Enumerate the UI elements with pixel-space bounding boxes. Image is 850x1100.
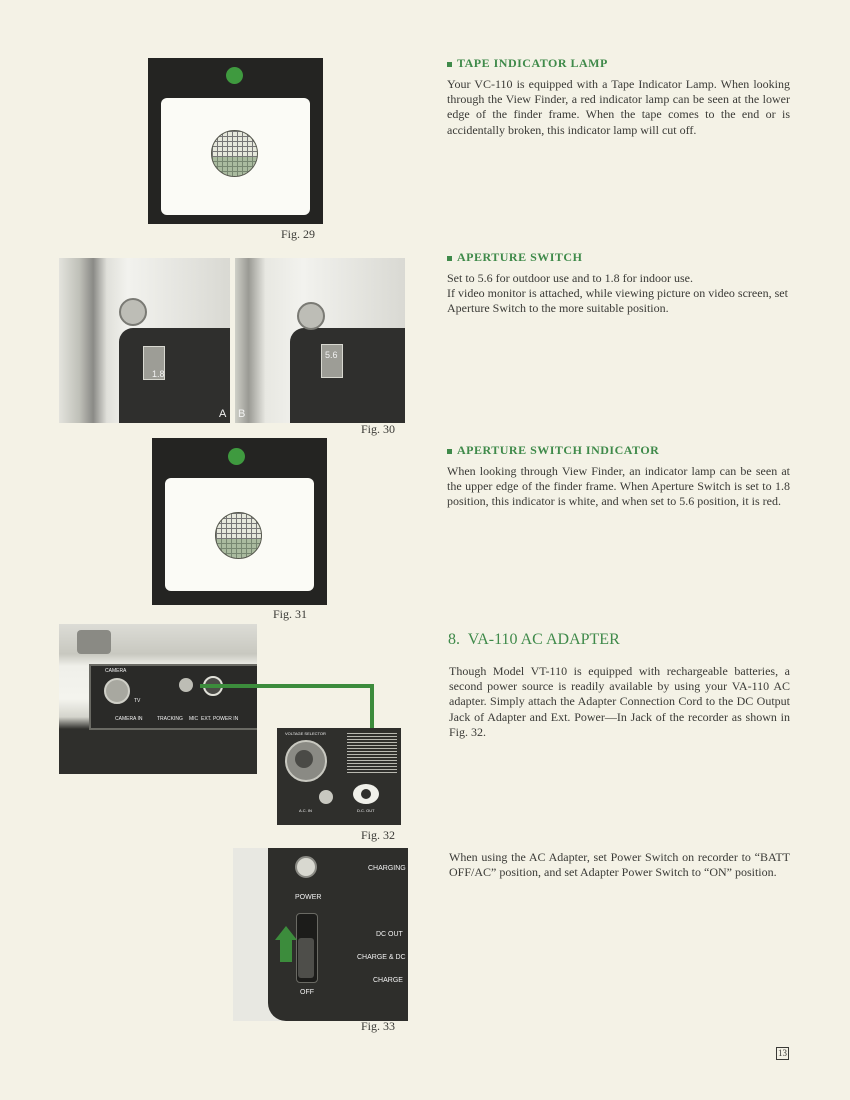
fig31-finder-illustration — [152, 438, 327, 605]
adapter-body2: When using the AC Adapter, set Power Switch on recorder to “BATT OFF/AC” position, and set Adapter Power Switch to “ON” position. — [449, 850, 790, 880]
tape-lamp-title: TAPE INDICATOR LAMP — [457, 56, 608, 70]
fig30-photo-a — [59, 258, 230, 423]
adapter-section-title: 8. VA-110 AC ADAPTER — [448, 631, 620, 648]
label-mic: MIC — [189, 716, 199, 722]
page-number: 13 — [778, 1048, 787, 1058]
aperture-switch-body: If video monitor is attached, while viewing picture on video screen, set Aperture Switch to the more suitable position. — [447, 286, 788, 316]
tape-lamp-heading — [447, 56, 608, 71]
indicator-lamp — [228, 448, 245, 465]
label-ext-power-in: EXT. POWER IN — [201, 716, 239, 722]
aperture-indicator-body: When looking through View Finder, an indicator lamp can be seen at the upper edge of the finder frame. When Aperture Switch is set to 1.8 position, this indicator is white, and when set to 5.6 position, it is red. — [447, 464, 790, 509]
label-camera: CAMERA — [105, 668, 127, 674]
label-charge: CHARGE — [373, 977, 403, 984]
connection-cord — [200, 684, 372, 688]
fig29-finder-illustration — [148, 58, 323, 224]
aperture-switch-title: APERTURE SWITCH — [457, 250, 583, 264]
finder-globe — [215, 512, 262, 559]
fig33-caption: Fig. 33 — [361, 1019, 396, 1033]
fig30-caption: Fig. 30 — [361, 422, 396, 436]
label-charge-dc: CHARGE & DC — [357, 954, 406, 961]
label-tv: TV — [134, 698, 141, 704]
aperture-indicator-title: APERTURE SWITCH INDICATOR — [457, 443, 660, 457]
fig31-caption: Fig. 31 — [273, 607, 308, 621]
fig32-adapter-photo — [277, 728, 401, 825]
fig32-caption: Fig. 32 — [361, 828, 396, 842]
arrow-up-icon — [280, 940, 292, 962]
adapter-body: Though Model VT-110 is equipped with rechargeable batteries, a second power source is readily available by using your VA-110 AC adapter. Simply attach the Adapter Connection Cord to the DC Output Jack of Adapter and Ext. Power—In Jack of the recorder as shown in Fig. 32. — [449, 664, 790, 739]
fig29-caption: Fig. 29 — [281, 227, 316, 241]
arrow-up-icon — [275, 926, 297, 940]
finder-frame — [161, 98, 310, 215]
label-off: OFF — [300, 989, 314, 996]
aperture-switch-heading — [447, 250, 582, 265]
fig30-photo-b — [235, 258, 405, 423]
tape-lamp-body: Your VC-110 is equipped with a Tape Indicator Lamp. When looking through the View Finder, a red indicator lamp can be seen at the lower edge of the finder frame. When the tape comes to the end or is accidentally broken, this indicator lamp will cut off. — [447, 77, 790, 137]
indicator-lamp — [226, 67, 243, 84]
finder-frame — [165, 478, 314, 591]
fig33-switch-photo — [233, 848, 408, 1021]
aperture-indicator-heading — [447, 443, 659, 458]
label-dc-out: DC OUT — [376, 931, 403, 938]
fig32-recorder-photo — [59, 624, 257, 774]
label-tracking: TRACKING — [157, 716, 183, 722]
finder-globe — [211, 130, 258, 177]
aperture-switch-line1: Set to 5.6 for outdoor use and to 1.8 for indoor use. — [447, 271, 693, 285]
label-ac-in: A.C. IN — [299, 808, 312, 813]
label-camera-in: CAMERA IN — [115, 716, 143, 722]
label-power: POWER — [295, 894, 322, 901]
label-charging: CHARGING — [368, 865, 406, 872]
fig30-value-b: 5.6 — [325, 350, 338, 360]
fig30-value-a: 1.8 — [152, 369, 165, 379]
fig30-label-a: A — [219, 408, 227, 420]
label-dc-out: D.C. OUT — [357, 808, 375, 813]
label-voltage-selector: VOLTAGE SELECTOR — [285, 731, 326, 736]
fig30-label-b: B — [238, 408, 246, 420]
